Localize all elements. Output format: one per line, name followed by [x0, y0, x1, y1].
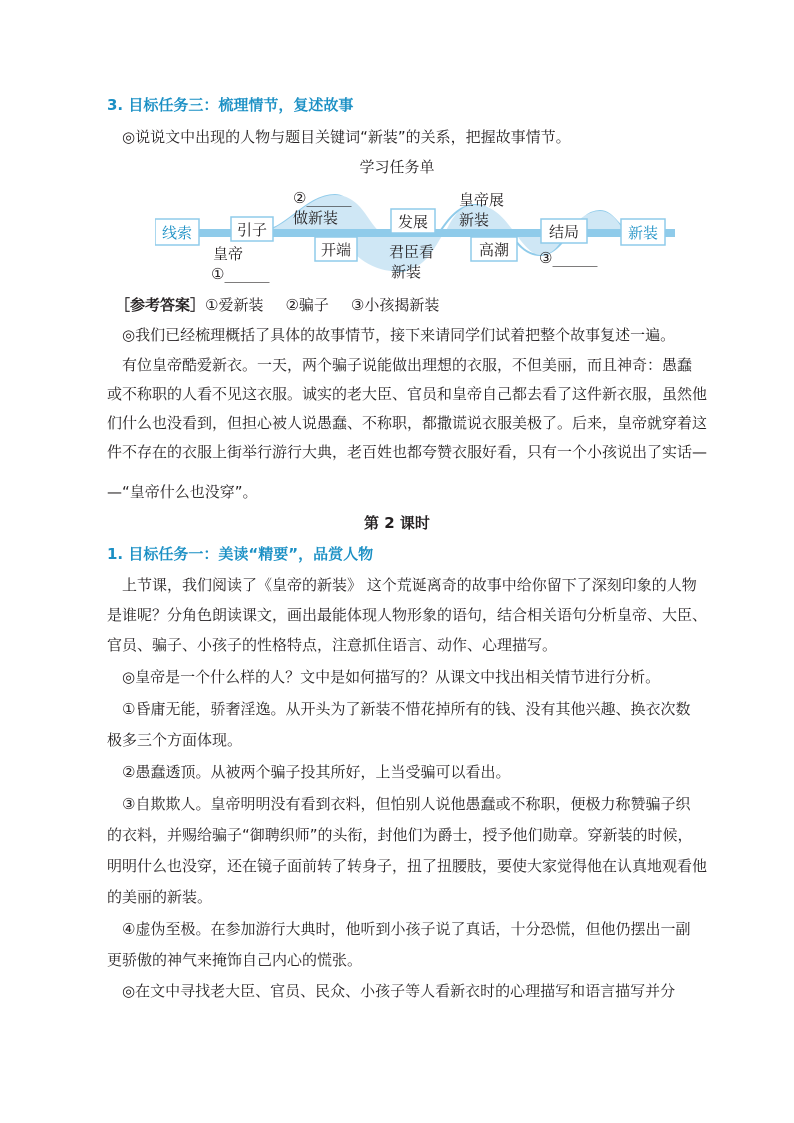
stage-3: 发展 — [397, 213, 429, 231]
point-4-line: ④虚伪至极。在参加游行大典时，他听到小孩子说了真话，十分恐慌，但他仍摆出一副 — [122, 920, 691, 938]
thread-label: 线索 — [161, 224, 193, 242]
answer-1: ①爱新装 — [205, 296, 264, 314]
point-3-line: 的衣料，并赐给骗子“御聘织师”的头衔，封他们为爵士，授予他们勋章。穿新装的时候， — [107, 826, 693, 844]
stage-1: 引子 — [236, 221, 268, 239]
answer-label: ［参考答案］ — [115, 296, 206, 314]
below-3-line1: 君臣看 — [389, 243, 435, 261]
point-3-line: ③自欺欺人。皇帝明明没有看到衣料，但怕别人说他愚蠢或不称职，便极力称赞骗子织 — [122, 795, 691, 813]
retell-line: 们什么也没看到，但担心被人说愚蠢、不称职，都撒谎说衣服美极了。后来，皇帝就穿着这 — [107, 414, 708, 432]
below-1-line2: ①______ — [211, 265, 270, 283]
below-5: ③______ — [539, 249, 598, 267]
below-1-line1: 皇帝 — [213, 245, 244, 263]
lesson2-heading: 1. 目标任务一：美读“精要”，品赏人物 — [107, 545, 374, 563]
retell-line: 件不存在的衣服上街举行游行大典，老百姓也都夸赞衣服好看，只有一个小孩说出了实话— — [107, 443, 708, 461]
answer-3: ③小孩揭新装 — [350, 296, 440, 314]
point-1-line: 极多三个方面体现。 — [107, 731, 243, 749]
worksheet-title: 学习任务单 — [359, 158, 435, 176]
lesson2-title: 第 2 课时 — [364, 514, 430, 532]
lesson2-intro-line: 上节课，我们阅读了《皇帝的新装》 这个荒诞离奇的故事中给你留下了深刻印象的人物 — [122, 576, 697, 594]
point-3-line: 明明什么也没穿，还在镜子面前转了转身子，扭了扭腰肢，要使大家觉得他在认真地观看他 — [107, 857, 708, 875]
retell-prompt: ◎我们已经梳理概括了具体的故事情节，接下来请同学们试着把整个故事复述一遍。 — [122, 326, 676, 344]
above-2-line2: 做新装 — [293, 209, 339, 227]
answer-line — [115, 296, 715, 315]
lesson2-question-2: ◎在文中寻找老大臣、官员、民众、小孩子等人看新衣时的心理描写和语言描写并分 — [122, 982, 676, 1000]
end-label: 新装 — [627, 224, 659, 242]
below-3-line2: 新装 — [391, 263, 422, 281]
point-2: ②愚蠢透顶。从被两个骗子投其所好，上当受骗可以看出。 — [122, 763, 511, 781]
answer-2: ②骗子 — [285, 296, 329, 314]
lesson2-intro-line: 官员、骗子、小孩子的性格特点，注意抓住语言、动作、心理描写。 — [107, 636, 558, 654]
above-4-line2: 新装 — [459, 211, 490, 229]
retell-line: —“皇帝什么也没穿”。 — [107, 483, 258, 501]
retell-line: 有位皇帝酷爱新衣。一天，两个骗子说能做出理想的衣服，不但美丽，而且神奇：愚蠢 — [122, 356, 693, 374]
point-1-line: ①昏庸无能，骄奢淫逸。从开头为了新装不惜花掉所有的钱、没有其他兴趣、换衣次数 — [122, 700, 691, 718]
plot-diagram — [155, 185, 675, 290]
retell-line: 或不称职的人看不见这衣服。诚实的老大臣、官员和皇帝自己都去看了这件新衣服，虽然他 — [107, 385, 708, 403]
stage-4: 高潮 — [478, 241, 510, 259]
point-3-line: 的美丽的新装。 — [107, 888, 213, 906]
stage-5: 结局 — [548, 223, 580, 241]
stage-2: 开端 — [320, 241, 352, 259]
point-4-line: 更骄傲的神气来掩饰自己内心的慌张。 — [107, 951, 363, 969]
above-4-line1: 皇帝展 — [459, 191, 505, 209]
section3-heading: 3. 目标任务三：梳理情节，复述故事 — [107, 96, 354, 114]
lesson2-intro-line: 是谁呢？分角色朗读课文，画出最能体现人物形象的语句，结合相关语句分析皇帝、大臣、 — [107, 606, 708, 624]
section3-prompt: ◎说说文中出现的人物与题目关键词“新装”的关系，把握故事情节。 — [122, 128, 571, 146]
above-2-line1: ②______ — [293, 189, 352, 207]
lesson2-question-1: ◎皇帝是一个什么样的人？文中是如何描写的？从课文中找出相关情节进行分析。 — [122, 668, 661, 686]
